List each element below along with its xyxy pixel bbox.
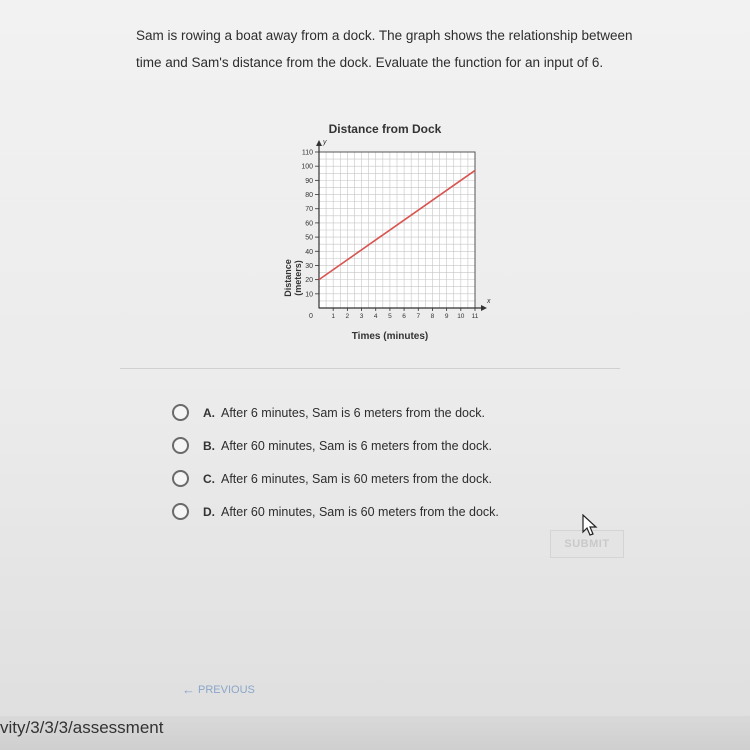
choice-text: After 60 minutes, Sam is 60 meters from the dock. <box>221 504 499 519</box>
x-tick-label: 4 <box>373 313 378 320</box>
x-tick-label: 2 <box>345 313 350 320</box>
previous-button[interactable] <box>182 682 255 697</box>
x-tick-label: 9 <box>444 313 449 320</box>
x-tick-label: 11 <box>471 313 479 320</box>
choice-c[interactable] <box>172 462 592 495</box>
choice-a[interactable] <box>172 396 592 429</box>
distance-chart <box>270 118 500 358</box>
answer-choices <box>172 396 592 528</box>
choice-text: After 6 minutes, Sam is 6 meters from the dock. <box>221 405 485 420</box>
choice-b[interactable] <box>172 429 592 462</box>
x-tick-label: 10 <box>457 313 465 320</box>
x-tick-label: 3 <box>359 313 364 320</box>
y-tick-label: 110 <box>301 149 313 157</box>
x-axis-letter: x <box>487 298 491 305</box>
y-tick-label: 10 <box>305 291 313 299</box>
y-tick-label: 100 <box>301 163 313 171</box>
x-tick-label: 7 <box>416 313 421 320</box>
origin-label: 0 <box>309 313 313 320</box>
y-tick-label: 20 <box>305 277 313 285</box>
chart-title: Distance from Dock <box>328 122 442 136</box>
y-tick-label: 30 <box>305 262 313 270</box>
x-tick-label: 5 <box>388 313 392 320</box>
x-tick-label: 6 <box>402 313 406 320</box>
chart-plot <box>270 118 500 358</box>
radio-d[interactable] <box>172 503 189 520</box>
radio-b[interactable] <box>172 437 189 454</box>
arrow-left-icon: ← <box>182 682 195 697</box>
choice-letter: A. <box>203 405 215 420</box>
y-tick-label: 70 <box>305 206 313 214</box>
choice-letter: D. <box>203 504 215 519</box>
mouse-cursor-icon <box>582 514 598 538</box>
y-tick-label: 90 <box>305 177 313 185</box>
x-tick-label: 1 <box>331 313 335 320</box>
x-axis-arrow-icon <box>481 305 487 311</box>
y-tick-label: 50 <box>305 234 313 242</box>
y-axis-letter: y <box>323 139 327 146</box>
choice-text: After 6 minutes, Sam is 60 meters from the dock. <box>221 471 492 486</box>
chart-x-axis-label: Times (minutes) <box>351 331 429 342</box>
choice-text: After 60 minutes, Sam is 6 meters from the dock. <box>221 438 492 453</box>
url-text: vity/3/3/3/assessment <box>0 718 164 737</box>
submit-button[interactable]: SUBMIT <box>550 530 624 558</box>
choice-letter: B. <box>203 438 215 453</box>
choice-letter: C. <box>203 471 215 486</box>
question-text: Sam is rowing a boat away from a dock. The graph shows the relationship between time and Sam's distance from the dock. Evaluate the function for an input of 6. <box>136 28 633 70</box>
radio-a[interactable] <box>172 404 189 421</box>
radio-c[interactable] <box>172 470 189 487</box>
chart-y-axis-label: Distance (meters) <box>283 259 303 297</box>
browser-status-bar <box>0 716 750 750</box>
y-axis-arrow-icon <box>316 140 322 146</box>
y-tick-label: 40 <box>305 248 313 256</box>
x-tick-label: 8 <box>430 313 435 320</box>
choice-d[interactable] <box>172 495 592 528</box>
y-tick-label: 60 <box>305 220 313 228</box>
y-tick-label: 80 <box>305 192 313 200</box>
divider <box>120 368 620 369</box>
previous-label: PREVIOUS <box>198 683 255 696</box>
